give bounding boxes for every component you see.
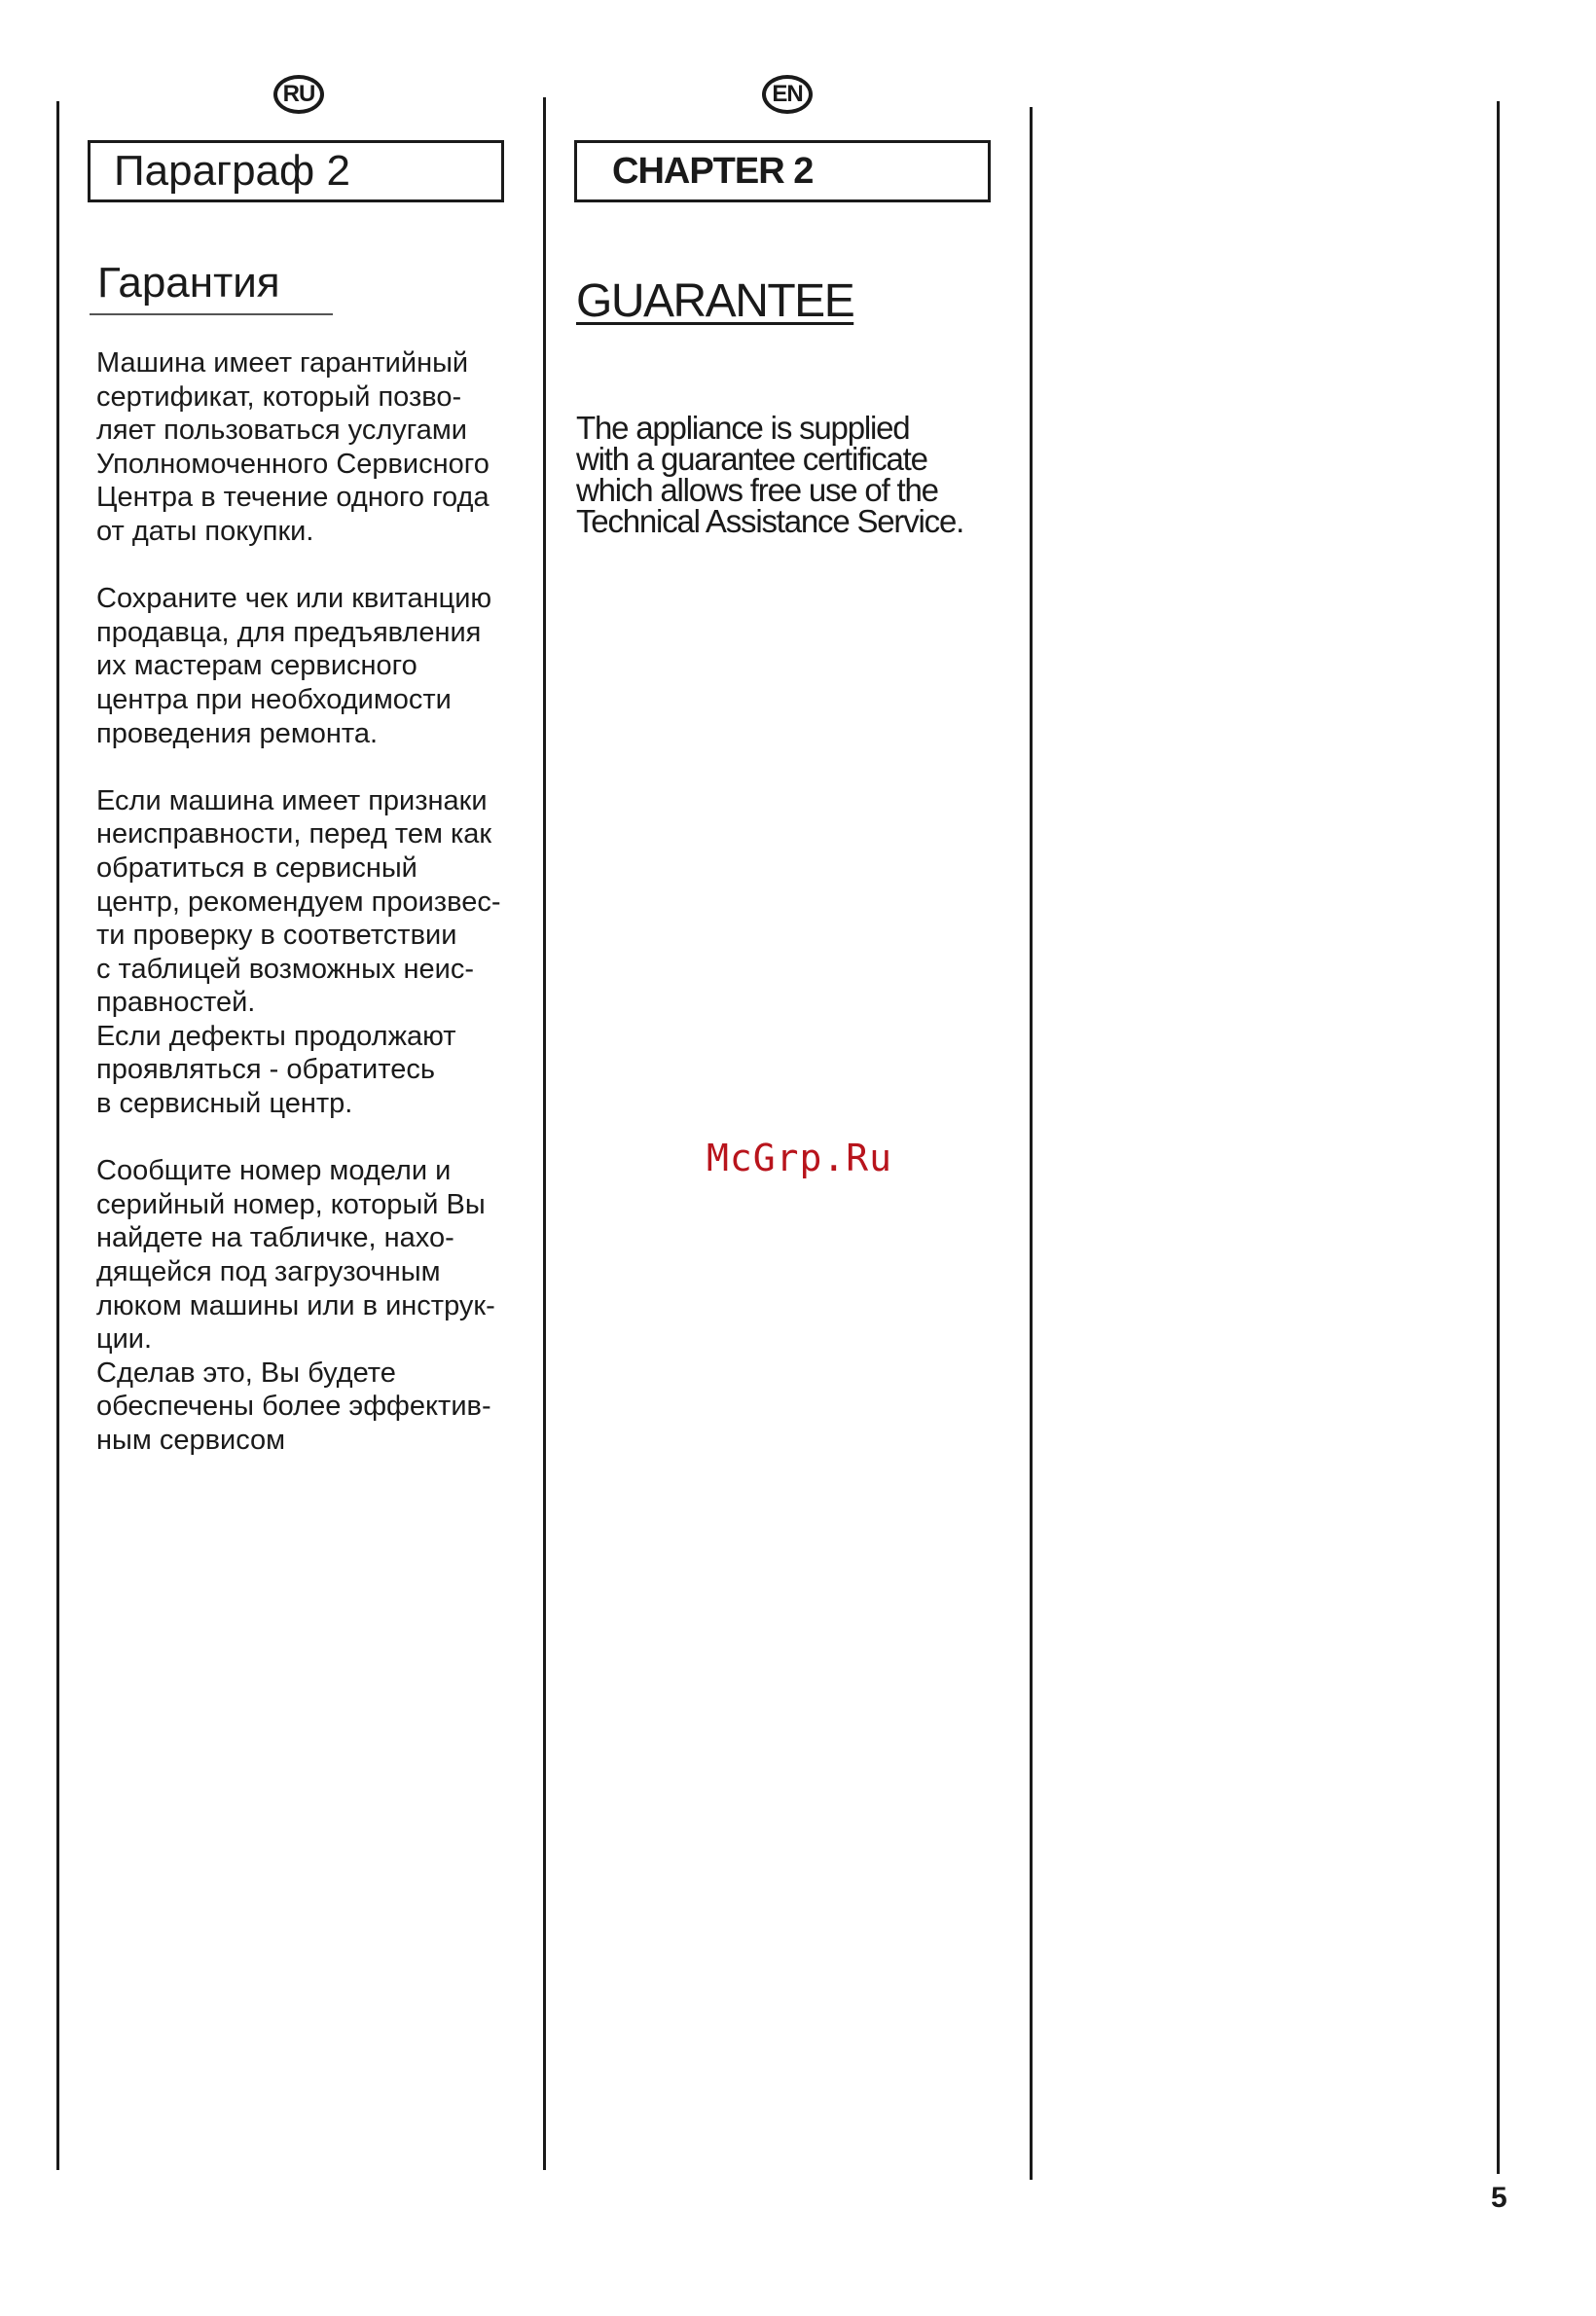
language-badge-ru <box>273 75 324 114</box>
language-badge-en <box>762 75 813 114</box>
column-divider-far-right <box>1497 101 1500 2174</box>
body-paragraph-ru-4: Сообщите номер модели и серийный номер, который Вы найдете на табличке, нахо- дящейся под загрузочным люком машины или в инструк- ции. Сделав это, Вы будете обеспечены более эффектив- ным сервисом <box>96 1155 495 1456</box>
body-paragraph-ru-3: Если машина имеет признаки неисправности, перед тем как обратиться в сервисный центр, рекомендуем произвес- ти проверку в соответствии с таблицей возможных неис- правностей. Если дефекты продолжают проявляться - обратитесь в сервисный центр. <box>96 784 501 1120</box>
body-text-en: The appliance is supplied with a guarantee certificate which allows free use of the Technical Assistance Service. <box>576 410 964 539</box>
body-paragraph-ru-1: Машина имеет гарантийный сертификат, который позво- ляет пользоваться услугами Уполномоченного Сервисного Центра в течение одного года от даты покупки. <box>96 347 490 547</box>
section-title-en: GUARANTEE <box>576 275 854 327</box>
body-text-ru <box>96 346 602 1491</box>
chapter-box-en <box>574 140 991 202</box>
column-divider-left <box>56 101 59 2170</box>
chapter-heading-en: CHAPTER 2 <box>612 150 814 192</box>
body-paragraph-ru-2: Сохраните чек или квитанцию продавца, для предъявления их мастерам сервисного центра при необходимости проведения ремонта. <box>96 583 492 749</box>
language-badge-ru-label: RU <box>282 81 315 107</box>
section-title-ru-underline <box>90 313 333 315</box>
page-number: 5 <box>1491 2182 1507 2214</box>
column-divider-right <box>1030 107 1033 2180</box>
language-badge-en-label: EN <box>772 81 803 107</box>
chapter-box-ru <box>88 140 504 202</box>
section-title-ru: Гарантия <box>97 259 280 307</box>
chapter-heading-ru: Параграф 2 <box>114 147 350 195</box>
watermark-text: McGrp.Ru <box>707 1137 893 1179</box>
